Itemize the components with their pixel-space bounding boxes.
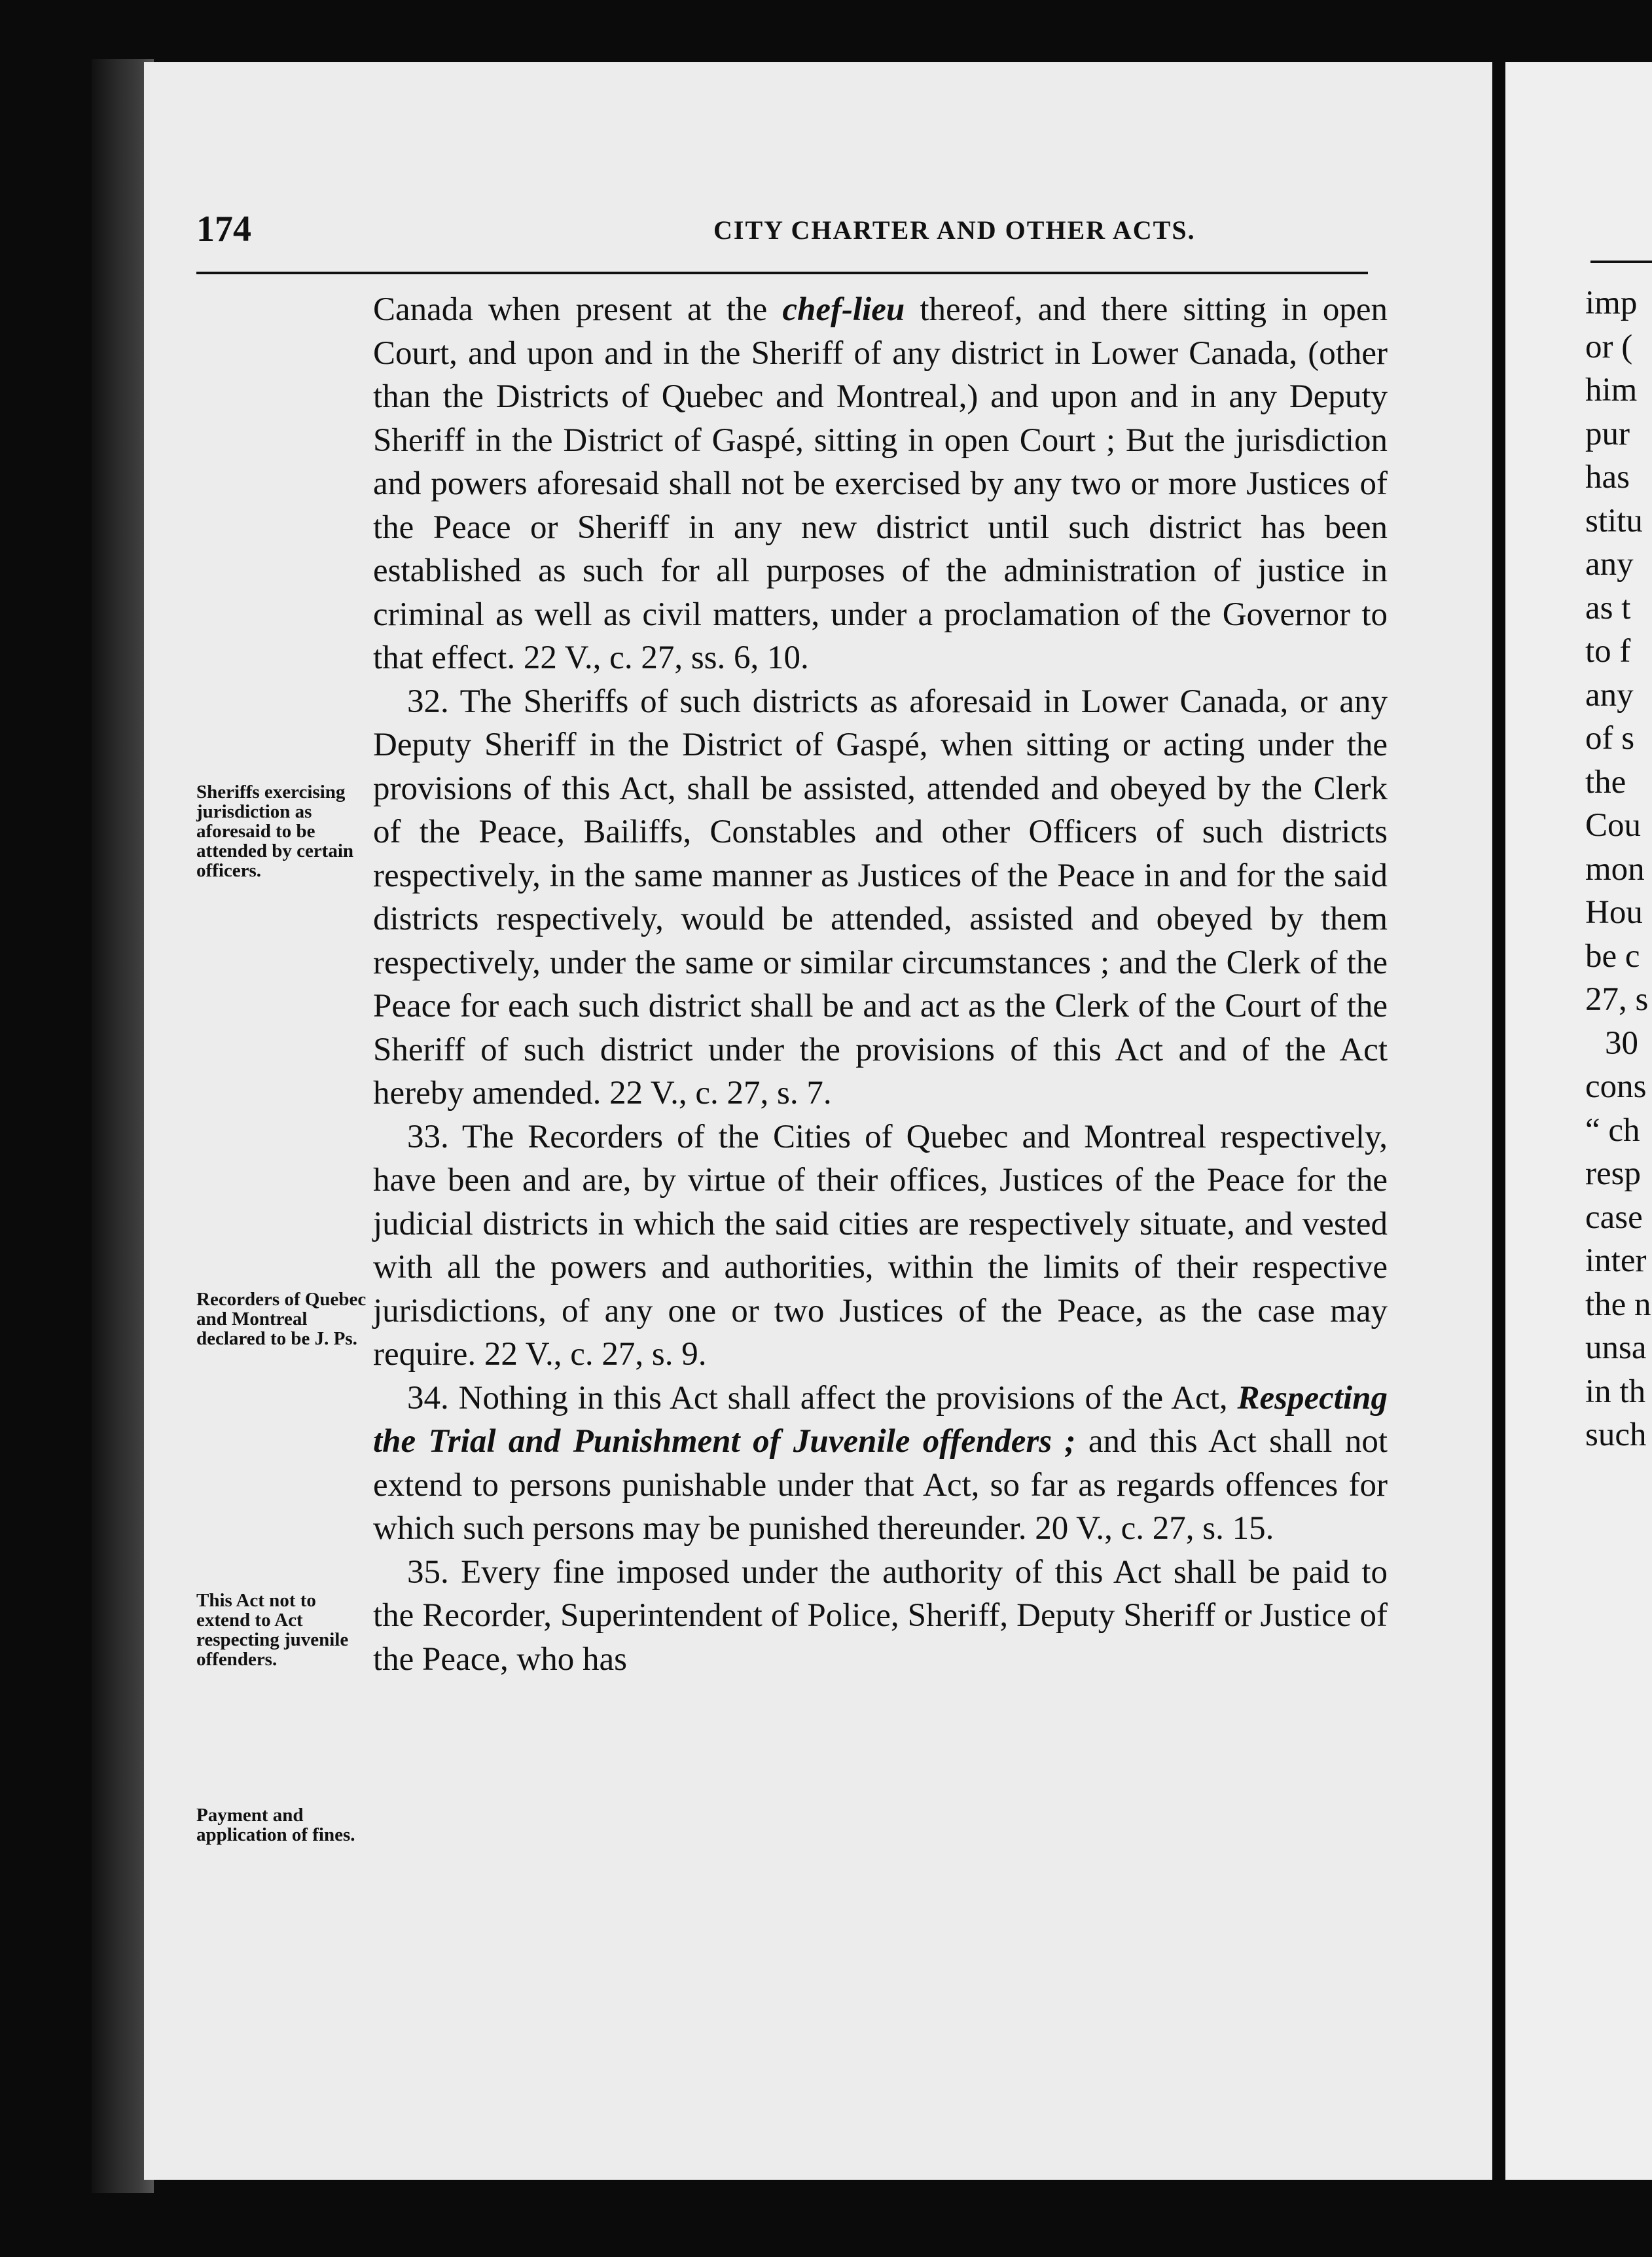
- side-note-juvenile: This Act not to extend to Act respecting juvenile offenders.: [196, 1590, 349, 1670]
- text-run: 33. The Recorders of the Cities of Quebec and Montreal respectively, have been and are, by virtue of their offices, Justices of the Peace for the judicial districts in which the said cities are respectively situate, and vested with all the powers and authorities, within the limits of their respective jurisdictions, of any one or two Justices of the Peace, as the case may require. 22 V., c. 27, s. 9.: [373, 1118, 1388, 1373]
- facing-page-line: be c: [1585, 937, 1640, 975]
- section-35: [373, 1551, 1388, 1682]
- section-34: [373, 1377, 1388, 1551]
- facing-page-line: the n: [1585, 1286, 1651, 1323]
- facing-page-line: mon: [1585, 850, 1645, 888]
- facing-page-line: to f: [1585, 633, 1631, 670]
- facing-page-line: 30: [1605, 1024, 1638, 1062]
- facing-page-line: him: [1585, 372, 1638, 408]
- running-title: CITY CHARTER AND OTHER ACTS.: [713, 215, 1196, 245]
- facing-page-line: has: [1585, 459, 1630, 496]
- facing-page-line: 27, s: [1585, 981, 1649, 1018]
- side-note-fines: Payment and application of fines.: [196, 1805, 355, 1845]
- facing-page-text: [1585, 281, 1652, 1457]
- facing-page-line: or (: [1585, 328, 1633, 365]
- page-number: 174: [196, 209, 251, 249]
- side-note-recorders: Recorders of Quebec and Montreal declared to be J. Ps.: [196, 1289, 367, 1349]
- facing-page-line: the: [1585, 763, 1626, 801]
- text-run: 35. Every fine imposed under the authority of this Act shall be paid to the Recorder, Superintendent of Police, Sheriff, Deputy Sheriff or Justice of the Peace, who has: [373, 1553, 1388, 1678]
- facing-page-line: “ ch: [1585, 1111, 1640, 1149]
- text-run: 34. Nothing in this Act shall affect the provisions of the Act,: [407, 1379, 1238, 1417]
- facing-page-line: resp: [1585, 1155, 1641, 1192]
- text-run: and this Act shall not extend to persons punishable under that Act, so far as regards offences for which such persons may be punished thereunder. 20 V., c. 27, s. 15.: [373, 1423, 1388, 1547]
- paragraph-31-continuation: [373, 288, 1388, 680]
- text-run: 32. The Sheriffs of such districts as aforesaid in Lower Canada, or any Deputy Sheriff in the District of Gaspé, when sitting or acting under the provisions of this Act, shall be assisted, attended and obeyed by the Clerk of the Peace, Bailiffs, Constables and other Officers of such districts respectively, in the same manner as Justices of the Peace in and for the said districts respectively, would be attended, assisted and obeyed by them respectively, under the same or similar circumstances ; and the Clerk of the Peace for each such district shall be and act as the Clerk of the Court of the Sheriff of such district under the provisions of this Act and of the Act hereby amended. 22 V., c. 27, s. 7.: [373, 683, 1388, 1111]
- facing-page-line: Hou: [1585, 894, 1643, 931]
- facing-page-line: any: [1585, 676, 1634, 713]
- facing-page-rule: [1590, 261, 1652, 263]
- facing-page-line: pur: [1585, 415, 1630, 452]
- section-32: [373, 680, 1388, 1115]
- facing-page-line: inter: [1585, 1242, 1647, 1279]
- facing-page-line: of s: [1585, 720, 1635, 757]
- facing-page-line: cons: [1585, 1068, 1647, 1105]
- facing-page-line: imp: [1585, 285, 1638, 321]
- text-run: Canada when present at the: [373, 291, 783, 328]
- text-run: thereof, and there sitting in open Court, and upon and in the Sheriff of any district in Lower Canada, (other than the Districts of Quebec and Montreal,) and upon and in any Deputy Sheriff in the District of Gaspé, sitting in open Court ; But the jurisdiction and powers aforesaid shall not be exercised by any two or more Justices of the Peace or Sheriff in any new district until such district has been established as such for all purposes of the administration of justice in criminal as well as civil matters, under a proclamation of the Governor to that effect. 22 V., c. 27, ss. 6, 10.: [373, 291, 1388, 676]
- facing-page-line: as t: [1585, 589, 1631, 626]
- section-33: [373, 1115, 1388, 1377]
- facing-page-line: any: [1585, 546, 1634, 583]
- facing-page-line: Cou: [1585, 807, 1642, 844]
- facing-page-line: stitu: [1585, 502, 1643, 539]
- header-rule: [196, 272, 1368, 274]
- page-header: [196, 208, 1309, 254]
- side-note-sheriffs: Sheriffs exercising jurisdiction as aforesaid to be attended by certain officers.: [196, 782, 354, 881]
- facing-page-line: in th: [1585, 1373, 1646, 1410]
- body-text: [373, 288, 1388, 1681]
- italic-run: Respecting the Trial and Punishment of Juvenile offenders ;: [373, 1379, 1388, 1460]
- facing-page-line: such: [1585, 1417, 1647, 1453]
- italic-run: chef-lieu: [782, 291, 905, 328]
- facing-page-line: unsa: [1585, 1329, 1647, 1366]
- facing-page-line: case: [1585, 1199, 1643, 1236]
